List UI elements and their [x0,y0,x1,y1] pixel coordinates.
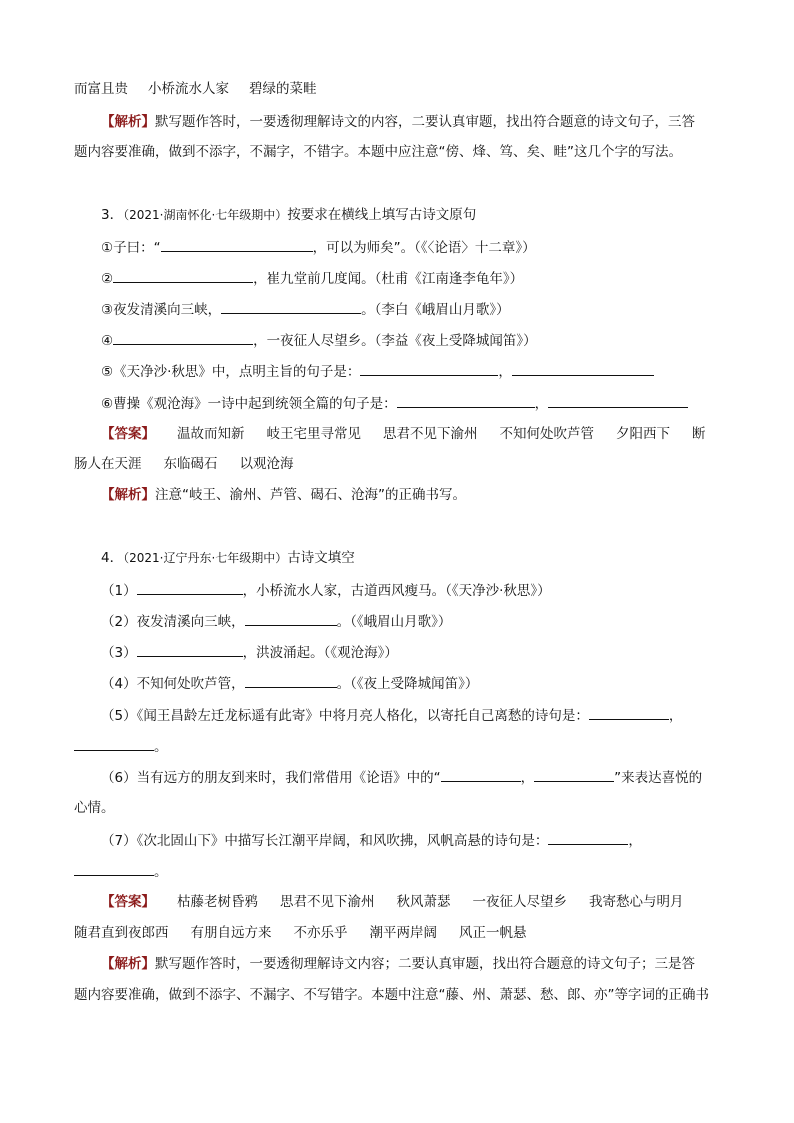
q3-blank-3[interactable] [221,299,361,314]
q3-answer-4: 不知何处吹芦管 [499,426,594,442]
q3-answer-6a: 断 [692,426,706,442]
q4-answers-line-1 [101,892,684,912]
q3-item-2-pre: ② [101,271,114,287]
q3-item-4 [101,330,537,351]
q4-item-6-cont [74,798,115,818]
q4-item-2-pre: （2）夜发清溪向三峡， [101,614,245,630]
q3-item-3-pre: ③夜发清溪向三峡， [101,302,222,318]
q3-blank-5a[interactable] [360,361,498,376]
q4-item-7 [101,830,642,851]
q3-source: （2021·湖南怀化·七年级期中） [123,208,288,222]
q4-item-7-end: 。 [154,864,168,880]
q3-item-5 [101,361,654,382]
q3-analysis-text: 注意“岐王、渝州、芦管、碣石、沧海”的正确书写。 [155,487,466,503]
q3-answer-2: 岐王宅里寻常见 [266,426,361,442]
q3-answer-8: 以观沧海 [239,456,294,472]
q4-item-5-end: 。 [154,739,168,755]
q3-blank-4[interactable] [113,330,253,345]
q4-item-3-pre: （3） [101,645,137,661]
q4-blank-5a[interactable] [589,705,669,720]
q4-answer-1: 枯藤老树昏鸦 [177,894,258,910]
q4-blank-7a[interactable] [548,830,628,845]
answer-label: 【答案】 [101,894,155,910]
q3-answer-5: 夕阳西下 [616,426,670,442]
q3-item-6 [101,393,688,414]
q4-item-3 [101,642,398,663]
prev-analysis-text-2: 题内容要准确，做到不添字，不漏字，不错字。本题中应注意“傍、烽、笃、矣、畦”这几个字的写法。 [74,144,682,160]
q4-analysis-line-2 [74,985,709,1005]
prev-answers-line [74,79,317,99]
q4-analysis-line-1 [101,954,695,974]
q4-answers-line-2 [74,923,527,943]
prev-answer-1: 而富且贵 [74,81,128,97]
q4-heading [101,548,355,568]
q4-title: 古诗文填空 [287,550,355,566]
q4-item-5-cont [74,736,168,757]
q3-item-5-pre: ⑤《天净沙·秋思》中，点明主旨的句子是： [101,364,361,380]
q4-analysis-text-2: 题内容要准确，做到不添字、不漏字、不写错字。本题中注意“藤、州、萧瑟、愁、郎、亦”等字词的正确书 [74,987,709,1003]
q3-blank-5b[interactable] [512,361,654,376]
q4-item-2 [101,611,451,632]
q4-blank-5b[interactable] [74,736,154,751]
q4-answer-10: 风正一帆悬 [459,925,527,941]
q4-blank-6a[interactable] [441,767,521,782]
q4-item-5-mid: ， [668,708,683,724]
analysis-label: 【解析】 [101,114,155,130]
q4-blank-6b[interactable] [534,767,614,782]
q4-blank-1[interactable] [137,580,243,595]
q4-blank-4[interactable] [245,673,337,688]
q3-title: 按要求在横线上填写古诗文原句 [287,207,477,223]
prev-analysis-line-2 [74,142,682,162]
q4-item-4-post: 。（《夜上受降城闻笛》） [336,676,479,692]
q3-item-1-pre: ①子曰：“ [101,240,161,256]
q3-item-6-pre: ⑥曹操《观沧海》一诗中起到统领全篇的句子是： [101,396,397,412]
q4-item-5-pre: （5）《闻王昌龄左迁龙标遥有此寄》中将月亮人格化，以寄托自己离愁的诗句是： [101,708,589,724]
prev-analysis-text-1: 默写题作答时，一要透彻理解诗文的内容，二要认真审题，找出符合题意的诗文句子，三答 [155,114,695,130]
q4-answer-9: 潮平两岸阔 [369,925,437,941]
q4-answer-4: 一夜征人尽望乡 [472,894,567,910]
q4-item-7-cont [74,861,168,882]
analysis-label: 【解析】 [101,956,155,972]
q3-item-3 [101,299,510,320]
q3-blank-1[interactable] [161,237,313,252]
q4-answer-6: 随君直到夜郎西 [74,925,169,941]
q4-item-4 [101,673,478,694]
prev-answer-2: 小桥流水人家 [148,81,229,97]
q4-item-7-pre: （7）《次北固山下》中描写长江潮平岸阔，和风吹拂，风帆高悬的诗句是： [101,833,549,849]
q4-item-6-post: ”来表达喜悦的 [614,770,703,786]
q4-item-6 [101,767,702,788]
q4-blank-7b[interactable] [74,861,154,876]
q4-item-4-pre: （4）不知何处吹芦管， [101,676,245,692]
q3-item-4-post: ，一夜征人尽望乡。（李益《夜上受降城闻笛》） [253,333,537,349]
q3-answer-6b: 肠人在天涯 [74,456,142,472]
q4-item-3-post: ，洪波涌起。（《观沧海》） [242,645,398,661]
q4-answer-7: 有朋自远方来 [190,925,272,941]
q4-item-1-pre: （1） [101,583,137,599]
q4-answer-2: 思君不见下渝州 [280,894,375,910]
prev-answer-3: 碧绿的菜畦 [249,81,317,97]
q4-item-1 [101,580,551,601]
q4-blank-3[interactable] [137,642,243,657]
q4-source: （2021·辽宁丹东·七年级期中） [123,551,288,565]
q3-item-2 [101,268,523,289]
q4-item-6-pre: （6）当有远方的朋友到来时，我们常借用《论语》中的“ [101,770,441,786]
q3-item-1-post: ，可以为师矣”。（《〈论语〉十二章》） [312,240,536,256]
q3-answer-3: 思君不见下渝州 [383,426,478,442]
q4-item-5 [101,705,682,726]
q4-item-6-line-2: 心情。 [74,800,115,816]
q4-number: 4． [101,550,124,566]
analysis-label: 【解析】 [101,487,155,503]
q4-answer-5: 我寄愁心与明月 [589,894,684,910]
q3-blank-6a[interactable] [397,393,535,408]
q4-blank-2[interactable] [245,611,337,626]
q3-answer-1: 温故而知新 [177,426,245,442]
q3-blank-2[interactable] [113,268,253,283]
q3-item-3-post: 。（李白《峨眉山月歌》） [361,302,510,318]
q3-item-4-pre: ④ [101,333,114,349]
q4-item-1-post: ，小桥流水人家，古道西风瘦马。（《天净沙·秋思》） [242,583,551,599]
q4-analysis-text-1: 默写题作答时，一要透彻理解诗文内容；二要认真审题，找出符合题意的诗文句子；三是答 [155,956,695,972]
q3-item-5-mid: ， [498,364,512,380]
q3-item-6-mid: ， [534,396,549,412]
q4-item-6-mid: ， [520,770,535,786]
q4-item-7-mid: ， [628,833,642,849]
q3-analysis-line [101,485,466,505]
q4-answer-3: 秋风萧瑟 [396,894,451,910]
q3-blank-6b[interactable] [548,393,688,408]
q3-item-2-post: ，崔九堂前几度闻。（杜甫《江南逢李龟年》） [253,271,524,287]
answer-label: 【答案】 [101,426,155,442]
q4-answer-8: 不亦乐乎 [293,925,348,941]
q3-answer-7: 东临碣石 [163,456,218,472]
q3-answers-line-2 [74,454,294,474]
prev-analysis-line-1 [101,112,695,132]
q3-number: 3． [101,207,124,223]
q4-item-2-post: 。（《峨眉山月歌》） [336,614,452,630]
q3-answers-line-1 [101,424,706,444]
q3-item-1 [101,237,536,258]
q3-heading [101,205,476,225]
